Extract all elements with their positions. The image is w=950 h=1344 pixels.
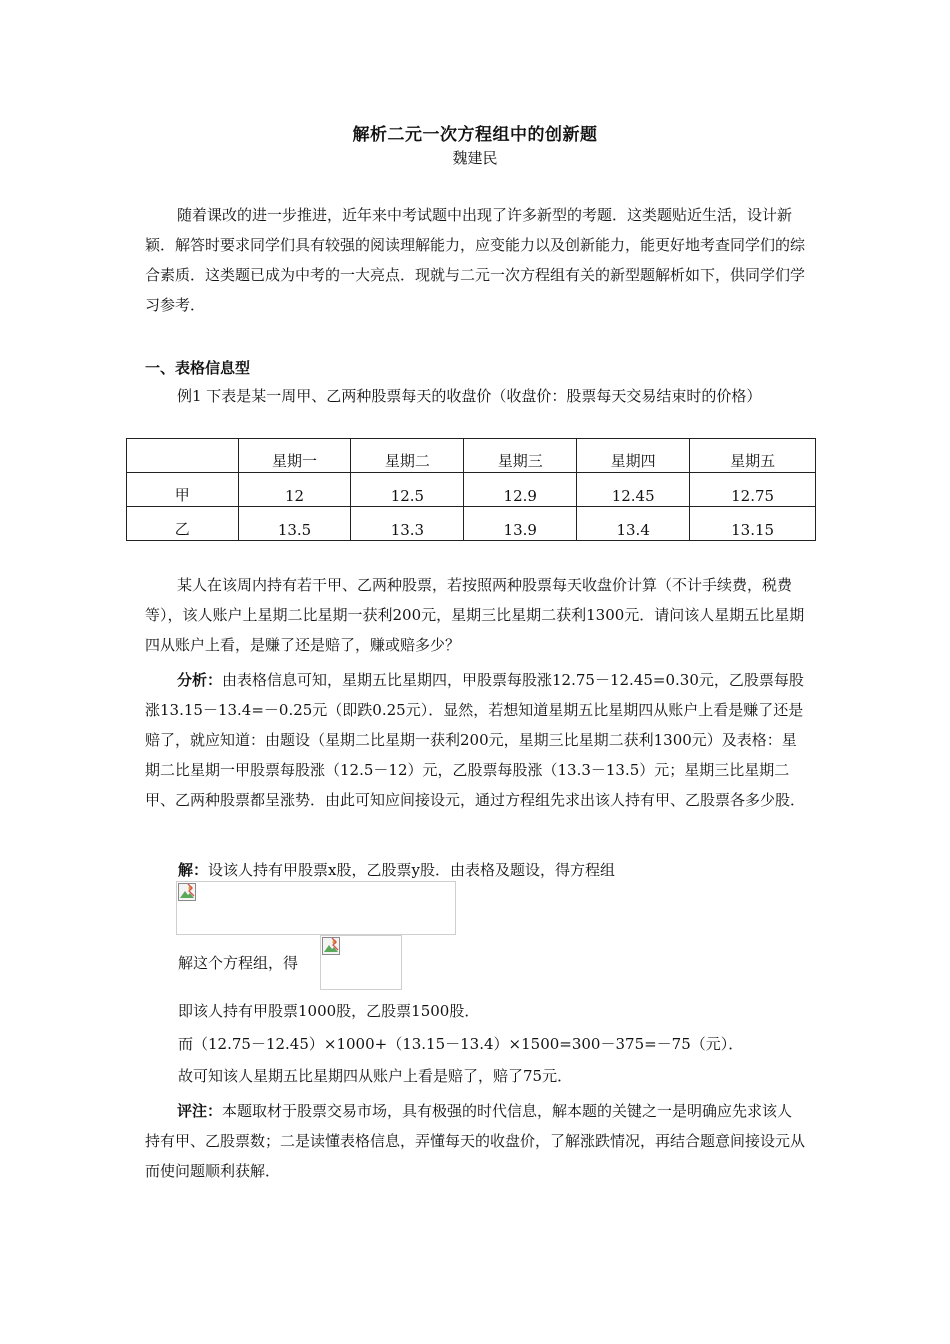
comment-text: 本题取材于股票交易市场，具有极强的时代信息，解本题的关键之一是明确应先求该人持有甲、乙股票数；二是读懂表格信息，弄懂每天的收盘价，了解涨跌情况，再结合题意间接设元从而使问题顺利获解． — [145, 1102, 806, 1180]
comment-label: 评注： — [177, 1102, 223, 1120]
table-cell: 12.75 — [690, 473, 816, 507]
table-row-label: 甲 — [127, 473, 239, 507]
table-header-cell — [127, 439, 239, 473]
analysis-text: 由表格信息可知，星期五比星期四，甲股票每股涨12.75－12.45=0.30元，乙股票每股涨13.15－13.4=－0.25元（即跌0.25元）．显然，若想知道星期五比星期四从账户上看是赚了还是赔了，就应知道：由题设（星期二比星期一获利200元，星期三比星期二获利1300元）及表格：星期二比星期一甲股票每股涨（12.5－12）元，乙股票每股涨（13.3－13.5）元；星期三比星期二甲、乙两种股票都呈涨势．由此可知应间接设元，通过方程组先求出该人持有甲、乙股票各多少股． — [145, 671, 806, 809]
table-header-row — [127, 439, 816, 473]
solution-values-image — [320, 935, 402, 990]
problem-paragraph: 某人在该周内持有若干甲、乙两种股票，若按照两种股票每天收盘价计算（不计手续费，税费等），该人账户上星期二比星期一获利200元，星期三比星期二获利1300元．请问该人星期五比星期四从账户上看，是赚了还是赔了，赚或赔多少？ — [145, 576, 805, 654]
table-cell: 13.4 — [577, 507, 690, 541]
table-row — [127, 473, 816, 507]
example-1-statement: 例1 下表是某一周甲、乙两种股票每天的收盘价（收盘价：股票每天交易结束时的价格） — [177, 387, 762, 405]
equation-system-image — [176, 881, 456, 935]
table-row-label: 乙 — [127, 507, 239, 541]
solution-line — [178, 860, 615, 880]
table-cell: 13.3 — [351, 507, 464, 541]
comment-paragraph — [145, 1096, 805, 1186]
author-name: 魏建民 — [452, 149, 498, 167]
broken-image-icon — [178, 883, 196, 901]
result-line-3: 故可知该人星期五比星期四从账户上看是赔了，赔了75元． — [178, 1067, 573, 1085]
table-header-cell: 星期二 — [351, 439, 464, 473]
section-heading-table-info: 一、表格信息型 — [145, 359, 251, 377]
solution-label: 解： — [178, 861, 209, 879]
intro-paragraph: 随着课改的进一步推进，近年来中考试题中出现了许多新型的考题．这类题贴近生活，设计新颖．解答时要求同学们具有较强的阅读理解能力，应变能力以及创新能力，能更好地考查同学们的综合素质．这类题已成为中考的一大亮点．现就与二元一次方程组有关的新型题解析如下，供同学们学习参考． — [145, 206, 806, 314]
table-cell: 12.5 — [351, 473, 464, 507]
stock-price-table — [126, 438, 816, 541]
result-line-2: 而（12.75－12.45）×1000+（13.15－13.4）×1500=300－375=－75（元）． — [178, 1035, 744, 1053]
analysis-label: 分析： — [177, 671, 223, 689]
table-row — [127, 507, 816, 541]
table-header-cell: 星期一 — [238, 439, 351, 473]
table-cell: 13.9 — [464, 507, 577, 541]
table-header-cell: 星期五 — [690, 439, 816, 473]
table-cell: 13.15 — [690, 507, 816, 541]
result-line-1: 即该人持有甲股票1000股，乙股票1500股． — [178, 1002, 480, 1020]
table-cell: 13.5 — [238, 507, 351, 541]
table-header-cell: 星期三 — [464, 439, 577, 473]
solve-system-line: 解这个方程组，得 — [178, 954, 299, 972]
table-cell: 12 — [238, 473, 351, 507]
table-cell: 12.9 — [464, 473, 577, 507]
analysis-paragraph — [145, 665, 805, 815]
broken-image-icon — [322, 937, 340, 955]
table-header-cell: 星期四 — [577, 439, 690, 473]
table-cell: 12.45 — [577, 473, 690, 507]
page-title: 解析二元一次方程组中的创新题 — [352, 125, 598, 145]
solution-text: 设该人持有甲股票x股，乙股票y股．由表格及题设，得方程组 — [208, 861, 615, 879]
